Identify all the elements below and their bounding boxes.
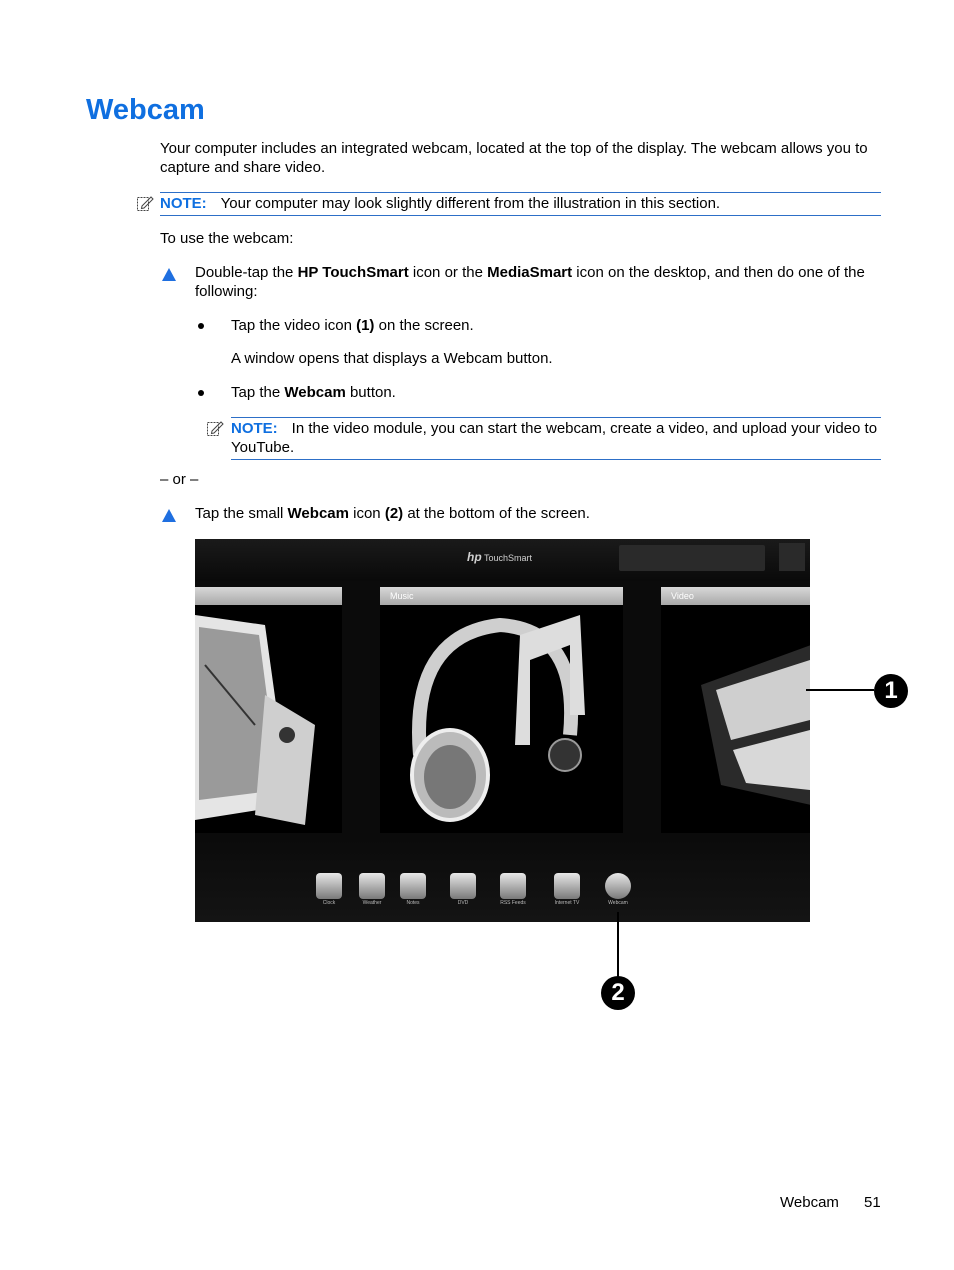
bullet-one-result: A window opens that displays a Webcam button. [231, 350, 553, 367]
callout-2: 2 [601, 976, 635, 1010]
note-box [160, 192, 881, 216]
rss-icon [500, 873, 526, 899]
weather-icon [359, 873, 385, 899]
to-use-text: To use the webcam: [160, 230, 294, 247]
step-triangle-icon [162, 509, 176, 522]
bullet-icon [198, 323, 204, 329]
tv-icon [554, 873, 580, 899]
dock-item-weather: Weather [352, 873, 392, 907]
note-label: NOTE: [231, 420, 278, 437]
photo-panel [195, 587, 342, 833]
screenshot-dock [195, 839, 810, 922]
callout-1: 1 [874, 674, 908, 708]
dock-item-notes: Notes [393, 873, 433, 907]
bullet-one-text: Tap the video icon (1) on the screen. [231, 317, 474, 334]
dock-item-webcam: Webcam [598, 873, 638, 907]
video-panel: Video [661, 587, 810, 833]
note-icon [206, 419, 224, 437]
clock-icon [316, 873, 342, 899]
page-title: Webcam [86, 94, 205, 126]
note-text: Your computer may look slightly different from the illustration in this section. [220, 195, 721, 212]
bullet-icon [198, 390, 204, 396]
dock-item-clock: Clock [309, 873, 349, 907]
film-strip-video-icon [661, 605, 810, 833]
media-player-bar [619, 545, 765, 571]
dock-item-internet-tv: Internet TV [547, 873, 587, 907]
step-one-text: Double-tap the HP TouchSmart icon or the MediaSmart icon on the desktop, and then do one of the following: [195, 264, 865, 300]
step-triangle-icon [162, 268, 176, 281]
note-box [231, 417, 881, 460]
page-number: 51 [864, 1194, 881, 1211]
note-icon [136, 194, 154, 212]
intro-paragraph: Your computer includes an integrated webcam, located at the top of the display. The webcam allows you to capture and share video. [160, 140, 868, 176]
bullet-two-text: Tap the Webcam button. [231, 384, 396, 401]
footer-section-name: Webcam [780, 1194, 839, 1211]
or-separator: – or – [160, 471, 199, 488]
dvd-icon [450, 873, 476, 899]
callout-leader-line [806, 689, 874, 691]
callout-leader-line [617, 912, 619, 977]
webcam-icon [605, 873, 631, 899]
minimize-button [779, 543, 805, 571]
touchsmart-logo: hp TouchSmart [467, 550, 533, 564]
notes-icon [400, 873, 426, 899]
photo-stack-image [195, 605, 342, 833]
dock-item-rss-feeds: RSS Feeds [493, 873, 533, 907]
note-text: In the video module, you can start the webcam, create a video, and upload your video to YouTube. [231, 420, 878, 456]
touchsmart-screenshot [195, 539, 810, 922]
note-label: NOTE: [160, 195, 207, 212]
dock-item-dvd: DVD [443, 873, 483, 907]
music-panel: Music [380, 587, 623, 833]
step-two-text: Tap the small Webcam icon (2) at the bottom of the screen. [195, 505, 590, 522]
headphones-image [380, 605, 623, 833]
